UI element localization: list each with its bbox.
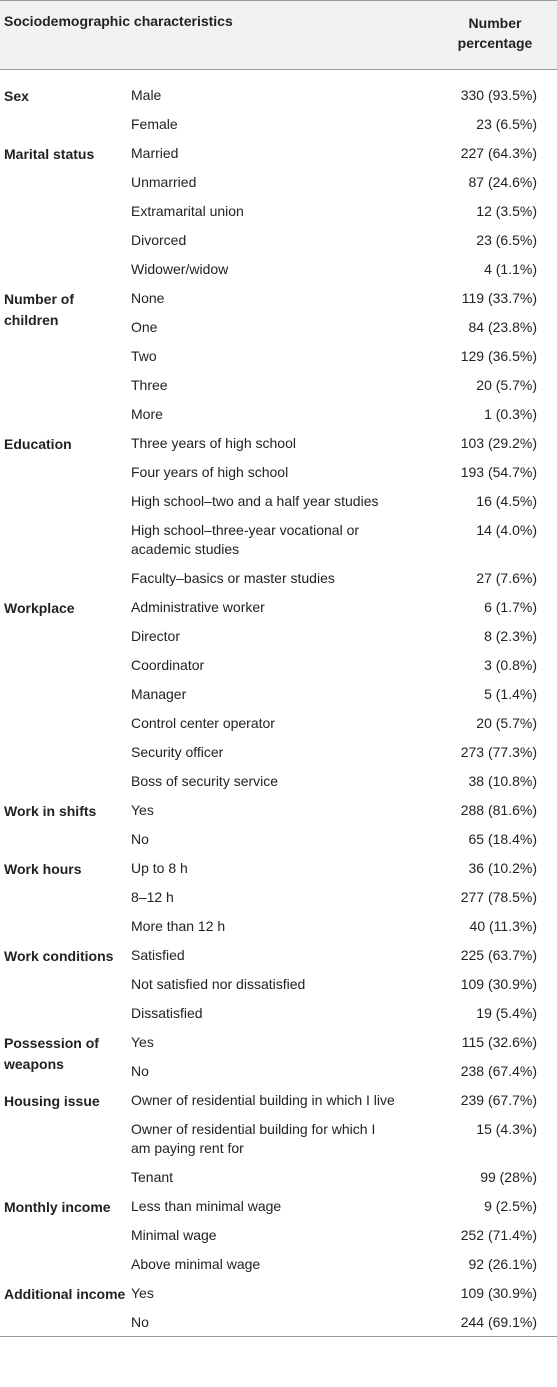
group-rows bbox=[131, 592, 557, 795]
row-value: 288 (81.6%) bbox=[460, 802, 537, 818]
table-group bbox=[0, 428, 557, 592]
row-value: 36 (10.2%) bbox=[468, 860, 537, 876]
row-value: 4 (1.1%) bbox=[484, 261, 537, 277]
table-row bbox=[131, 399, 557, 428]
table-row bbox=[131, 853, 557, 882]
table-row bbox=[131, 911, 557, 940]
table-row bbox=[131, 795, 557, 824]
table-row bbox=[131, 196, 557, 225]
category-label: Education bbox=[4, 436, 72, 452]
table-header bbox=[0, 0, 557, 70]
category-label: Additional income bbox=[4, 1286, 126, 1302]
row-label: 8–12 h bbox=[131, 889, 174, 905]
row-label: Tenant bbox=[131, 1169, 174, 1185]
row-value: 109 (30.9%) bbox=[460, 976, 537, 992]
row-label: No bbox=[131, 1063, 149, 1079]
header-characteristics: Sociodemographic characteristics bbox=[4, 13, 233, 29]
row-label: Security officer bbox=[131, 744, 224, 760]
table-row bbox=[131, 563, 557, 592]
table-group bbox=[0, 853, 557, 940]
table-row bbox=[131, 138, 557, 167]
row-value: 6 (1.7%) bbox=[484, 599, 537, 615]
table-row bbox=[131, 882, 557, 911]
row-value: 238 (67.4%) bbox=[460, 1063, 537, 1079]
group-rows bbox=[131, 138, 557, 283]
row-value: 3 (0.8%) bbox=[484, 657, 537, 673]
row-label: More than 12 h bbox=[131, 918, 226, 934]
row-label: No bbox=[131, 1314, 149, 1330]
table-group bbox=[0, 940, 557, 1027]
table-group bbox=[0, 138, 557, 283]
table-row bbox=[131, 341, 557, 370]
table-group bbox=[0, 1191, 557, 1278]
row-label: More bbox=[131, 406, 163, 422]
table-row bbox=[131, 592, 557, 621]
table-group bbox=[0, 592, 557, 795]
table-row bbox=[131, 167, 557, 196]
table-row bbox=[131, 1085, 557, 1114]
table-row bbox=[131, 679, 557, 708]
row-value: 9 (2.5%) bbox=[484, 1198, 537, 1214]
row-value: 14 (4.0%) bbox=[476, 522, 537, 538]
group-rows bbox=[131, 853, 557, 940]
table-row bbox=[131, 486, 557, 515]
category-label: Work conditions bbox=[4, 948, 114, 964]
group-rows bbox=[131, 80, 557, 138]
group-rows bbox=[131, 428, 557, 592]
row-value: 87 (24.6%) bbox=[468, 174, 537, 190]
row-value: 330 (93.5%) bbox=[460, 87, 537, 103]
table-row bbox=[131, 1056, 557, 1085]
table-row bbox=[131, 457, 557, 486]
table-row bbox=[131, 969, 557, 998]
row-value: 19 (5.4%) bbox=[476, 1005, 537, 1021]
table-row bbox=[131, 998, 557, 1027]
table-group bbox=[0, 1278, 557, 1337]
row-label: Yes bbox=[131, 1034, 154, 1050]
table-row bbox=[131, 766, 557, 795]
row-label: Owner of residential building for which I am paying rent for bbox=[131, 1121, 376, 1156]
row-label: Administrative worker bbox=[131, 599, 265, 615]
table-row bbox=[131, 370, 557, 399]
group-rows bbox=[131, 1027, 557, 1085]
table-row bbox=[131, 1027, 557, 1056]
row-value: 119 (33.7%) bbox=[461, 290, 537, 306]
row-label: Married bbox=[131, 145, 179, 161]
row-label: High school–three-year vocational or academic studies bbox=[131, 522, 360, 557]
row-label: Two bbox=[131, 348, 157, 364]
table-row bbox=[131, 737, 557, 766]
row-value: 193 (54.7%) bbox=[460, 464, 537, 480]
row-value: 273 (77.3%) bbox=[460, 744, 537, 760]
row-label: Widower/widow bbox=[131, 261, 229, 277]
row-value: 5 (1.4%) bbox=[484, 686, 537, 702]
row-value: 244 (69.1%) bbox=[460, 1314, 537, 1330]
table-row bbox=[131, 824, 557, 853]
table-row bbox=[131, 1220, 557, 1249]
table-row bbox=[131, 254, 557, 283]
group-rows bbox=[131, 283, 557, 428]
row-label: Yes bbox=[131, 802, 154, 818]
row-label: Divorced bbox=[131, 232, 187, 248]
row-value: 20 (5.7%) bbox=[476, 377, 537, 393]
row-label: Director bbox=[131, 628, 181, 644]
category-label: Sex bbox=[4, 88, 29, 104]
row-label: No bbox=[131, 831, 149, 847]
row-value: 129 (36.5%) bbox=[460, 348, 537, 364]
row-label: Less than minimal wage bbox=[131, 1198, 282, 1214]
row-value: 225 (63.7%) bbox=[460, 947, 537, 963]
row-label: Dissatisfied bbox=[131, 1005, 203, 1021]
row-value: 239 (67.7%) bbox=[460, 1092, 537, 1108]
row-value: 8 (2.3%) bbox=[484, 628, 537, 644]
group-rows bbox=[131, 940, 557, 1027]
row-value: 16 (4.5%) bbox=[476, 493, 537, 509]
row-label: Male bbox=[131, 87, 162, 103]
table-group bbox=[0, 283, 557, 428]
table-row bbox=[131, 650, 557, 679]
row-value: 84 (23.8%) bbox=[468, 319, 537, 335]
row-label: Three years of high school bbox=[131, 435, 296, 451]
table-row bbox=[131, 1278, 557, 1307]
row-label: Three bbox=[131, 377, 168, 393]
row-value: 227 (64.3%) bbox=[460, 145, 537, 161]
row-label: Unmarried bbox=[131, 174, 197, 190]
category-label: Monthly income bbox=[4, 1199, 111, 1215]
table-body bbox=[0, 80, 557, 1337]
table-row bbox=[131, 109, 557, 138]
row-value: 277 (78.5%) bbox=[460, 889, 537, 905]
row-value: 40 (11.3%) bbox=[469, 918, 537, 934]
table-row bbox=[131, 1307, 557, 1336]
table-row bbox=[131, 1249, 557, 1278]
group-rows bbox=[131, 1085, 557, 1191]
row-label: None bbox=[131, 290, 165, 306]
row-label: One bbox=[131, 319, 158, 335]
row-value: 23 (6.5%) bbox=[476, 232, 537, 248]
row-value: 92 (26.1%) bbox=[468, 1256, 537, 1272]
table-row bbox=[131, 283, 557, 312]
table-row bbox=[131, 225, 557, 254]
table-group bbox=[0, 1027, 557, 1085]
table-group bbox=[0, 80, 557, 138]
row-label: Yes bbox=[131, 1285, 154, 1301]
row-value: 20 (5.7%) bbox=[476, 715, 537, 731]
category-label: Marital status bbox=[4, 146, 95, 162]
table-group bbox=[0, 1085, 557, 1191]
table-row bbox=[131, 940, 557, 969]
row-label: Not satisfied nor dissatisfied bbox=[131, 976, 306, 992]
row-value: 109 (30.9%) bbox=[460, 1285, 537, 1301]
group-rows bbox=[131, 1278, 557, 1336]
header-number-percentage: Number percentage bbox=[457, 15, 533, 51]
table-row bbox=[131, 1191, 557, 1220]
row-label: Four years of high school bbox=[131, 464, 289, 480]
table-row bbox=[131, 428, 557, 457]
table-row bbox=[131, 621, 557, 650]
row-label: Female bbox=[131, 116, 178, 132]
row-value: 99 (28%) bbox=[480, 1169, 537, 1185]
table-row bbox=[131, 515, 557, 563]
row-value: 103 (29.2%) bbox=[460, 435, 537, 451]
row-label: Minimal wage bbox=[131, 1227, 217, 1243]
row-value: 23 (6.5%) bbox=[476, 116, 537, 132]
row-label: Boss of security service bbox=[131, 773, 279, 789]
table-row bbox=[131, 1114, 557, 1162]
row-label: Owner of residential building in which I live bbox=[131, 1092, 395, 1108]
category-label: Housing issue bbox=[4, 1093, 100, 1109]
row-label: Above minimal wage bbox=[131, 1256, 261, 1272]
row-label: Satisfied bbox=[131, 947, 185, 963]
row-label: High school–two and a half year studies bbox=[131, 493, 379, 509]
group-rows bbox=[131, 795, 557, 853]
row-label: Coordinator bbox=[131, 657, 205, 673]
row-value: 38 (10.8%) bbox=[468, 773, 537, 789]
table-row bbox=[131, 1162, 557, 1191]
table-group bbox=[0, 795, 557, 853]
row-value: 252 (71.4%) bbox=[460, 1227, 537, 1243]
row-label: Control center operator bbox=[131, 715, 275, 731]
row-value: 65 (18.4%) bbox=[468, 831, 537, 847]
category-label: Number of children bbox=[4, 291, 74, 328]
category-label: Work in shifts bbox=[4, 803, 97, 819]
group-rows bbox=[131, 1191, 557, 1278]
row-label: Faculty–basics or master studies bbox=[131, 570, 335, 586]
row-value: 1 (0.3%) bbox=[484, 406, 537, 422]
row-value: 27 (7.6%) bbox=[476, 570, 537, 586]
table-row bbox=[131, 80, 557, 109]
table-row bbox=[131, 708, 557, 737]
category-label: Possession of weapons bbox=[4, 1035, 99, 1072]
category-label: Work hours bbox=[4, 861, 82, 877]
row-value: 12 (3.5%) bbox=[476, 203, 537, 219]
row-label: Up to 8 h bbox=[131, 860, 188, 876]
category-label: Workplace bbox=[4, 600, 75, 616]
table-row bbox=[131, 312, 557, 341]
row-label: Extramarital union bbox=[131, 203, 244, 219]
row-value: 15 (4.3%) bbox=[476, 1121, 537, 1137]
row-label: Manager bbox=[131, 686, 187, 702]
row-value: 115 (32.6%) bbox=[461, 1034, 537, 1050]
